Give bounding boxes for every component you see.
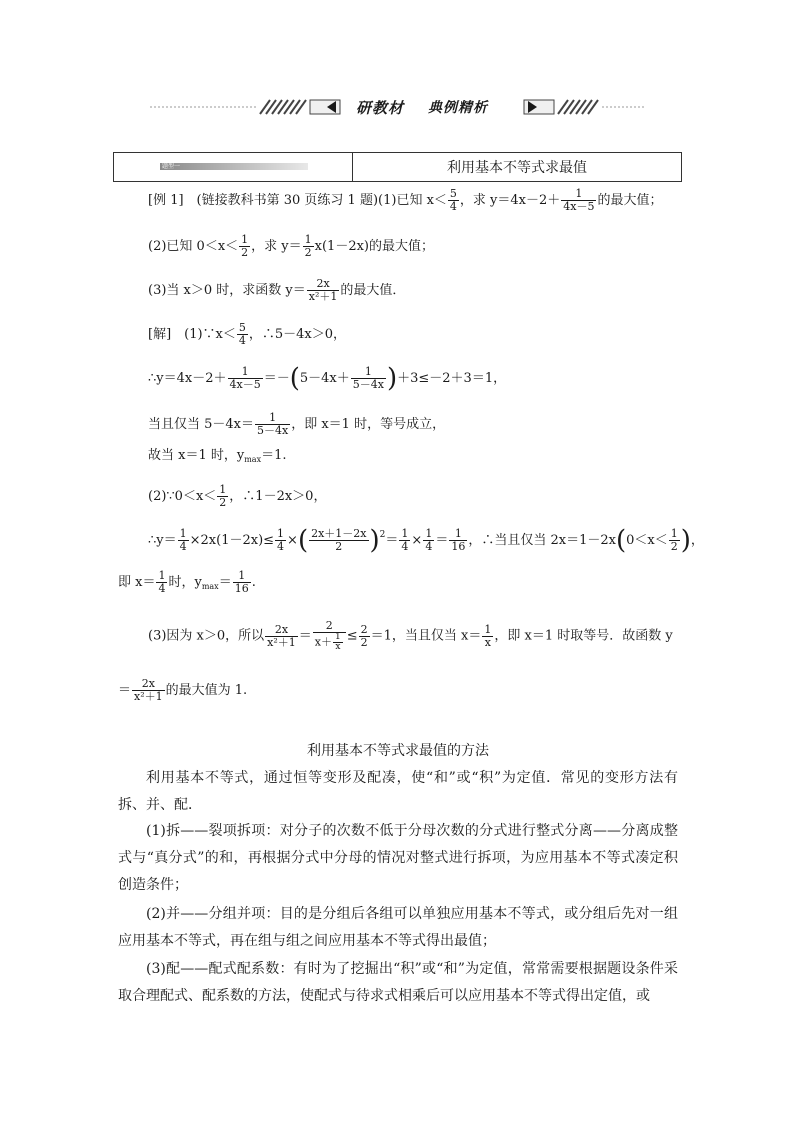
solution-line-3: 当且仅当 5－4x＝ $\frac{1}{5-4x}$ ，即 x＝1 时，等号成立， [148,411,446,437]
banner [150,96,644,118]
example-line-3: (3)当 x＞0 时，求函数 y＝ $\frac{2x}{\text{x²＋1}}$ 的最大值． [148,277,406,303]
solution-line-4: 故当 x＝1 时，$y_{max}=1$. [148,448,287,464]
example-line-1: [例 1] (链接教科书第 30 页练习 1 题)(1)已知 x＜ $\frac{5}{4}$ ，求 y＝4x－2＋ $\frac{1}{4x-5}$ 的最大值； [148,187,663,213]
solution-line-7: 即 x＝ $\frac{1}{4}$ 时，$y_{max}=$ $\frac{1}{16}$ . [118,569,256,595]
method-paragraph-1: 利用基本不等式，通过恒等变形及配凑，使“和”或“积”为定值．常见的变形方法有拆、并、配． [118,770,678,813]
solution-line-8: (3)因为 x＞0，所以 $\frac{2x}{\text{x²＋1}}$ ＝ 2 x＋ $\frac{1}{x}$ ≤ $\frac{2}{2}$ ＝1，当且仅当 x＝ $\frac{1}{x}$ ，即 x＝1 时取等号．故函数 y [148,619,673,652]
method-paragraph-2: (1)拆——裂项拆项：对分子的次数不低于分母次数的分式进行整式分离——分离成整式与“真分式”的和，再根据分式中分母的情况对整式进行拆项，为应用基本不等式凑定积创造条件； [118,823,678,893]
method-heading: 利用基本不等式求最值的方法 [307,742,489,758]
solution-line-9: ＝ $\frac{2x}{\text{x²＋1}}$ 的最大值为 1. [118,677,248,703]
section-title: 利用基本不等式求最值 [447,159,587,175]
method-paragraph-4: (3)配——配式配系数：有时为了挖掘出“积”或“和”为定值，常常需要根据题设条件采取合理配式、配系数的方法，使配式与待求式相乘后可以应用基本不等式得出定值，或 [118,961,678,1004]
method-paragraph-3: (2)并——分组并项：目的是分组后各组可以单独应用基本不等式，或分组后先对一组应用基本不等式，再在组与组之间应用基本不等式得出最值； [118,906,678,949]
banner-subtitle: 典例精析 [428,100,488,116]
solution-line-1: [解] (1)∵x＜ $\frac{5}{4}$ ，∴5－4x＞0， [148,321,347,347]
section-header [113,152,682,182]
example-line-2: (2)已知 0＜x＜ $\frac{1}{2}$ ，求 y＝ $\frac{1}{2}$ x(1－2x)的最大值； [148,233,434,259]
section-tag-cell [114,153,353,181]
section-tag-bar [160,163,308,170]
solution-line-6: ∴y＝ $\frac{1}{4}$ ×2x(1－2x)≤ $\frac{1}{4}$ ×( $\frac{2x+1-2x}{2}$ )$^2$＝ $\frac{1}{4}$ × $\frac{1}{4}$ ＝ $\frac{1}{16}$ ，∴当且仅当 2x＝1－2x(0＜x＜ $\frac{1}{2}$ )， [148,525,704,556]
section-tag: 题型一 [162,163,181,170]
banner-title: 研教材 [356,99,405,117]
solution-line-2: ∴y＝4x－2＋ $\frac{1}{4x-5}$ ＝－(5－4x＋ $\frac{1}{5-4x}$ )＋3≤－2＋3＝1， [148,363,507,394]
solution-line-5: (2)∵0＜x＜ $\frac{1}{2}$ ，∴1－2x＞0， [148,483,327,509]
